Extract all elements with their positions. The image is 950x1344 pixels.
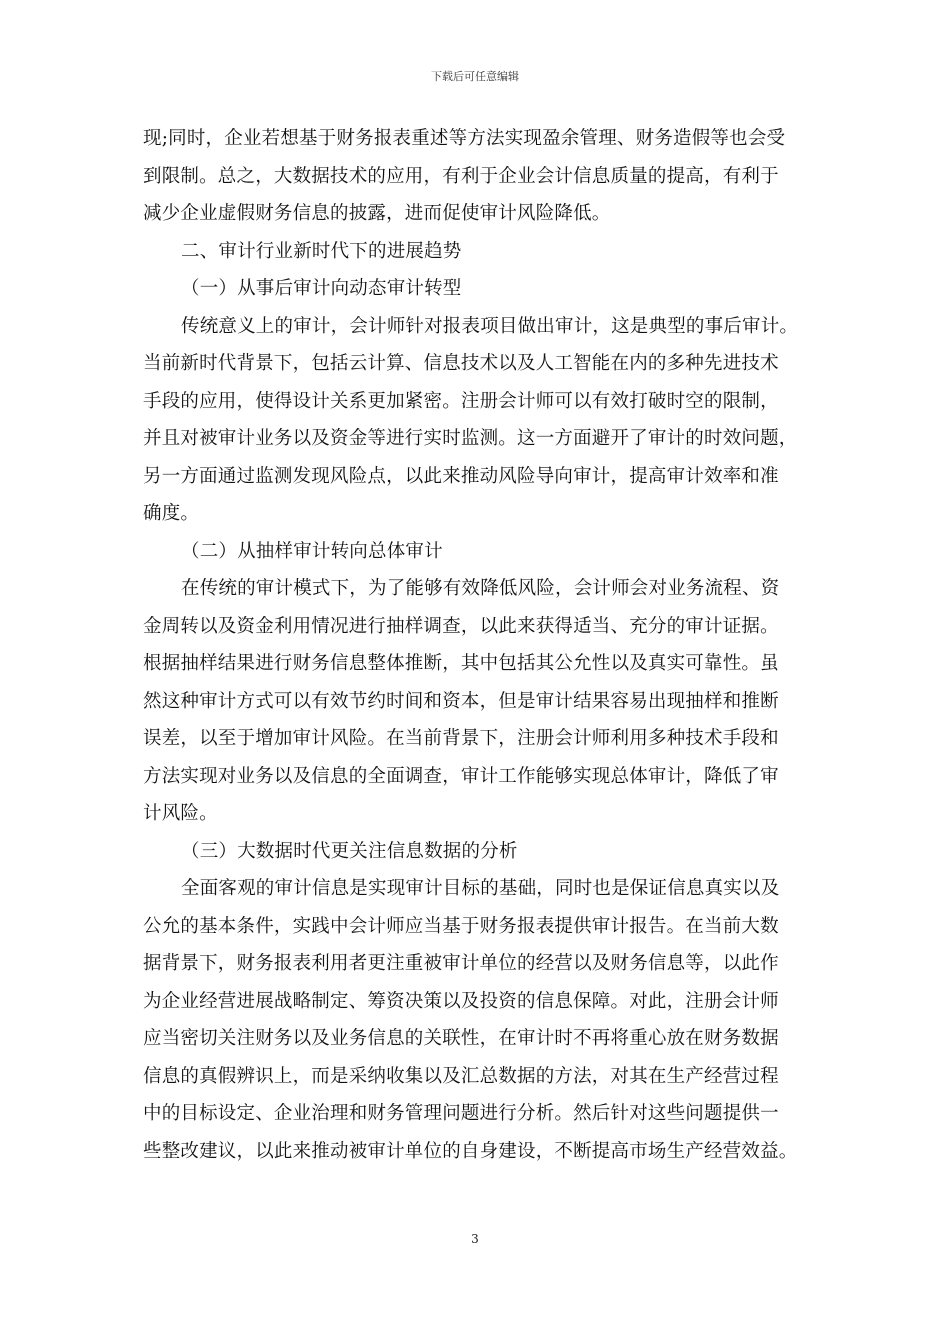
paragraph-line: 减少企业虚假财务信息的披露，进而促使审计风险降低。 (143, 203, 611, 224)
paragraph-line: 并且对被审计业务以及资金等进行实时监测。这一方面避开了审计的时效问题， (143, 428, 798, 449)
paragraph-line: 然这种审计方式可以有效节约时间和资本，但是审计结果容易出现抽样和推断 (143, 690, 779, 712)
paragraph-line: 计风险。 (143, 803, 218, 824)
page-number: 3 (471, 1232, 479, 1246)
paragraph-line: 现;同时，企业若想基于财务报表重述等方法实现盈余管理、财务造假等也会受 (143, 128, 786, 149)
paragraph-line: 传统意义上的审计，会计师针对报表项目做出审计，这是典型的事后审计。 (181, 315, 799, 337)
paragraph-line: 据背景下，财务报表利用者更注重被审计单位的经营以及财务信息等，以此作 (143, 953, 779, 974)
subsection-heading: （二）从抽样审计转向总体审计 (181, 540, 443, 562)
paragraph-line: 公允的基本条件，实践中会计师应当基于财务报表提供审计报告。在当前大数 (143, 915, 779, 937)
page-header: 下载后可任意编辑 (431, 70, 519, 83)
paragraph-line: 些整改建议，以此来推动被审计单位的自身建设，不断提高市场生产经营效益。 (143, 1140, 798, 1162)
subsection-heading: （三）大数据时代更关注信息数据的分析 (181, 840, 518, 862)
paragraph-line: 另一方面通过监测发现风险点，以此来推动风险导向审计，提高审计效率和准 (143, 465, 779, 487)
paragraph-line: 当前新时代背景下，包括云计算、信息技术以及人工智能在内的多种先进技术 (143, 353, 779, 374)
paragraph-line: 应当密切关注财务以及业务信息的关联性，在审计时不再将重心放在财务数据 (143, 1028, 779, 1049)
document-body (143, 120, 821, 1170)
paragraph-line: 确度。 (143, 503, 200, 524)
paragraph-line: 为企业经营进展战略制定、筹资决策以及投资的信息保障。对此，注册会计师 (143, 990, 779, 1012)
subsection-heading: （一）从事后审计向动态审计转型 (181, 278, 462, 299)
section-heading: 二、审计行业新时代下的进展趋势 (181, 240, 462, 262)
paragraph-line: 根据抽样结果进行财务信息整体推断，其中包括其公允性以及真实可靠性。虽 (143, 653, 779, 674)
paragraph-line: 误差，以至于增加审计风险。在当前背景下，注册会计师利用多种技术手段和 (143, 728, 779, 749)
paragraph-line: 在传统的审计模式下，为了能够有效降低风险，会计师会对业务流程、资 (181, 578, 780, 599)
paragraph-line: 方法实现对业务以及信息的全面调查，审计工作能够实现总体审计，降低了审 (143, 765, 779, 787)
paragraph-line: 信息的真假辨识上，而是采纳收集以及汇总数据的方法，对其在生产经营过程 (143, 1065, 779, 1087)
paragraph-line: 到限制。总之，大数据技术的应用，有利于企业会计信息质量的提高，有利于 (143, 165, 779, 187)
paragraph-line: 手段的应用，使得设计关系更加紧密。注册会计师可以有效打破时空的限制， (143, 390, 779, 412)
paragraph-line: 全面客观的审计信息是实现审计目标的基础，同时也是保证信息真实以及 (181, 878, 780, 899)
paragraph-line: 金周转以及资金利用情况进行抽样调查，以此来获得适当、充分的审计证据。 (143, 615, 779, 637)
paragraph-line: 中的目标设定、企业治理和财务管理问题进行分析。然后针对这些问题提供一 (143, 1103, 779, 1124)
